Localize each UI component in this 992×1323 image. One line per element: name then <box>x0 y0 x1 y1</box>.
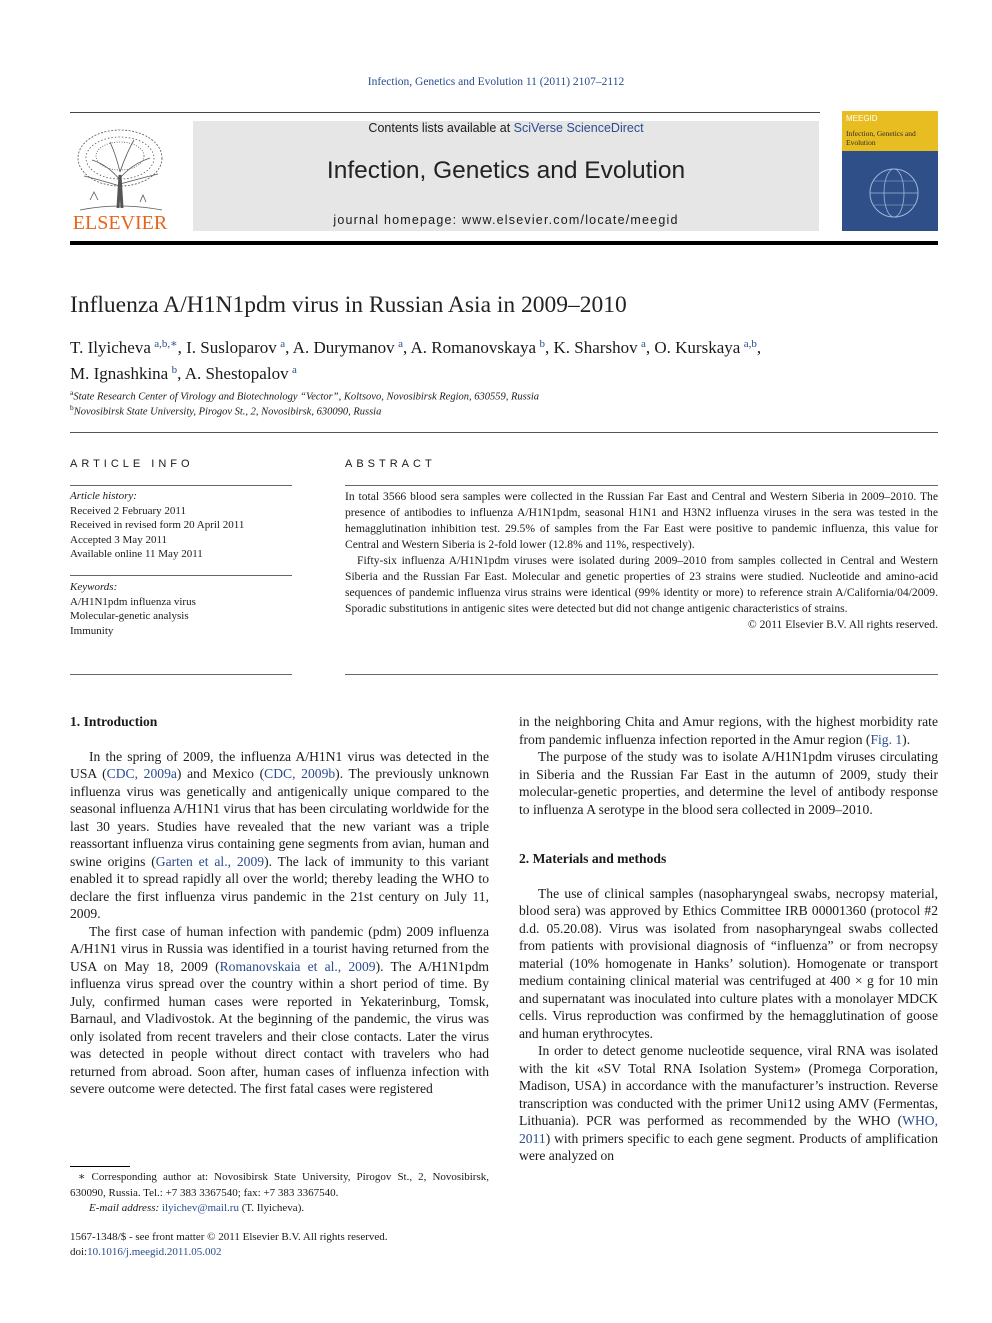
author: A. Romanovskaya $^b$, <box>410 338 554 357</box>
history-item: Received in revised form 20 April 2011 <box>70 519 245 531</box>
history-item: Accepted 3 May 2011 <box>70 533 168 546</box>
affiliation-link[interactable]: a <box>640 338 646 350</box>
affiliation-link[interactable]: b <box>539 338 546 350</box>
paragraph-text: ). The lack of immunity to this variant enabled it to spread rapidly all over the world; thereby leading the WHO to declare the first influenza virus pandemic in the 21st century on July 11, 2009. <box>70 853 489 921</box>
keyword: Immunity <box>70 624 114 637</box>
abstract-heading: ABSTRACT <box>345 458 436 470</box>
section-heading: 1. Introduction <box>70 714 158 729</box>
abstract-bottom-rule <box>345 674 938 675</box>
corresponding-note: ∗ Corresponding author at: Novosibirsk State University, Pirogov St., 2, Novosibirsk, 630090, Russia. Tel.: +7 383 3367540; fax: +7 383 3367540. <box>70 1171 489 1199</box>
cover-title: Infection, Genetics and Evolution <box>846 129 916 147</box>
author: I. Susloparov $^a$, <box>186 338 293 357</box>
affiliation-link[interactable]: a,b,∗ <box>154 338 178 350</box>
author: K. Sharshov $^a$, <box>553 338 655 357</box>
citation-link[interactable]: CDC, 2009b <box>264 766 336 781</box>
header-rule <box>70 112 820 113</box>
body-paragraph <box>70 748 489 923</box>
article-history <box>70 489 292 562</box>
cover-brand: MEEGID <box>846 114 878 123</box>
article-info-heading: ARTICLE INFO <box>70 458 194 470</box>
affiliation-a: $^a$State Research Center of Virology and Biotechnology “Vector”, Koltsovo, Novosibirsk Region, 630559, Russia <box>70 388 539 403</box>
abstract-paragraph: Fifty-six influenza A/H1N1pdm viruses were isolated during 2009–2010 from samples collected in Central and Western Siberia and the Russian Far East. Molecular and genetic properties of 23 strains were studied. Nucleotide and amino-acid sequences of pandemic influenza virus strains were identical (99% identity or more) to reference strain A/California/04/2009. Sporadic substitutions in antigenic sites were detected but did not change antigenic characteristics of strains. <box>345 554 938 615</box>
body-paragraph <box>519 713 938 748</box>
keywords-rule <box>70 575 292 576</box>
issn-block <box>70 1230 489 1260</box>
citation-link[interactable]: CDC, 2009a <box>106 766 177 781</box>
homepage-line <box>193 213 819 227</box>
elsevier-wordmark: ELSEVIER <box>72 212 168 234</box>
footnote-rule <box>70 1166 130 1167</box>
affiliation-link[interactable]: a <box>280 338 286 350</box>
email-link[interactable]: ilyichev@mail.ru <box>161 1202 239 1214</box>
journal-title: Infection, Genetics and Evolution <box>326 157 686 184</box>
sciencedirect-link[interactable]: SciVerse ScienceDirect <box>513 121 644 135</box>
contents-prefix: Contents lists available at <box>368 121 514 135</box>
history-item: Received 2 February 2011 <box>70 504 186 517</box>
affiliation-link[interactable]: a <box>398 338 403 350</box>
issn-line: 1567-1348/$ - see front matter © 2011 Elsevier B.V. All rights reserved. <box>70 1231 388 1243</box>
title-block-rule <box>70 432 938 433</box>
doi-line: doi:10.1016/j.meegid.2011.05.002 <box>70 1246 222 1258</box>
author: A. Shestopalov $^a$ <box>184 364 297 383</box>
homepage-prefix: journal homepage: <box>333 213 462 227</box>
author-list <box>70 333 938 385</box>
journal-cover-thumbnail[interactable] <box>842 111 938 231</box>
affiliation-link[interactable]: b <box>171 364 178 376</box>
affiliation-link[interactable]: a <box>291 364 297 376</box>
globe-icon <box>864 163 924 223</box>
abstract-paragraph: In total 3566 blood sera samples were collected in the Russian Far East and Central and Western Siberia in 2009–2010. The presence of antibodies to influenza A/H1N1pdm, seasonal H1N1 and H3N2 influenza viruses in the sera was tested in the hemagglutination inhibition test. 29.5% of samples from the Far East were positive to pandemic influenza, this value for Central and Western Siberia is 2-fold lower (12.8% and 11%, respectively). <box>345 490 938 551</box>
email-note: E-mail address: ilyichev@mail.ru (T. Ilyicheva). <box>89 1202 305 1214</box>
paragraph-text: In order to detect genome nucleotide sequence, viral RNA was isolated with the kit «SV Total RNA Isolation System» (Promega Corporation, Madison, USA) in accordance with the manufacturer’s instruction. Reverse transcription was conducted with the primer Uni12 using AMV (Fermentas, Lithuania). PCR was performed as recommended by the WHO ( <box>519 1043 938 1128</box>
history-item: Available online 11 May 2011 <box>70 548 203 560</box>
citation-link[interactable]: Romanovskaia et al., 2009 <box>219 958 376 974</box>
abstract-rule <box>345 485 938 486</box>
paragraph-text: ) and Mexico ( <box>176 766 265 781</box>
history-label: Article history: <box>70 490 137 502</box>
citation-link[interactable]: Garten et al., 2009 <box>155 853 265 869</box>
author: O. Kurskaya $^{a,b}$, <box>654 338 762 357</box>
paragraph-text: In the spring of 2009, the influenza A/H1N1 virus was detected in the USA ( <box>70 748 489 781</box>
affiliation-b: $^b$Novosibirsk State University, Pirogov St., 2, Novosibirsk, 630090, Russia <box>70 403 382 418</box>
section-heading: 2. Materials and methods <box>519 851 667 866</box>
paragraph-text: ). The A/H1N1pdm influenza virus spread over the country within a short period of time. By July, confirmed human cases were reported in Yekaterinburg, Tomsk, Barnaul, and Vladivostok. At the beginning of the pandemic, the virus was only isolated from recent travelers and their close contacts. Later the virus was detected in people without direct contact with travelers who had returned from abroad. Soon after, human cases of influenza infection with severe outcome were detected. The first fatal cases were registered <box>70 958 490 1096</box>
citation-link[interactable]: Fig. 1 <box>870 731 903 747</box>
author: T. Ilyicheva $^{a,b,∗}$, <box>70 338 187 357</box>
article-info-rule <box>70 485 292 486</box>
keyword: A/H1N1pdm influenza virus <box>70 595 196 608</box>
keyword: Molecular-genetic analysis <box>70 610 189 622</box>
paragraph-text: ). <box>902 731 911 747</box>
paragraph-text: in the neighboring Chita and Amur regions, with the highest morbidity rate from pandemic influenza infection reported in the Amur region ( <box>519 714 938 747</box>
abstract <box>345 489 938 633</box>
paragraph-text: The first case of human infection with pandemic (pdm) 2009 influenza A/H1N1 virus in Russia was identified in a tourist having returned from the USA on May 18, 2009 ( <box>70 923 489 974</box>
affiliation-link[interactable]: a,b <box>743 338 757 350</box>
keywords <box>70 580 292 638</box>
body-paragraph <box>519 1042 938 1165</box>
body-left-column <box>70 713 489 1098</box>
citation-link[interactable]: WHO, 2011 <box>519 1113 938 1146</box>
body-paragraph: The purpose of the study was to isolate A/H1N1pdm viruses circulating in Siberia and the Russian Far East in the autumn of 2009, study their molecular-genetic properties, and determine the level of antibody response to influenza A serotype in the blood sera collected in 2009–2010. <box>519 749 938 817</box>
paper-title: Influenza A/H1N1pdm virus in Russian Asia in 2009–2010 <box>70 292 627 318</box>
contents-line <box>193 121 819 135</box>
body-right-column <box>519 713 938 1165</box>
homepage-link[interactable]: www.elsevier.com/locate/meegid <box>461 213 679 227</box>
body-paragraph: The use of clinical samples (nasopharyngeal swabs, necropsy material, blood sera) was approved by Ethics Committee IRB 00001360 (protocol #2 d.d. 05.20.08). Virus was isolated from nasopharyngeal swabs collected from patients with provisional diagnosis of “influenza” or from necropsy material (10% homogenate in Hanks’ solution). Homogenate or transport medium containing clinical material was centrifuged at 400 × g for 10 min and supernatant was inoculated into culture plates with a monolayer MDCK cells. Virus reproduction was confirmed by the hemagglutination of goose and human erythrocytes. <box>519 885 938 1041</box>
copyright: © 2011 Elsevier B.V. All rights reserved. <box>747 618 938 631</box>
footnote <box>70 1170 489 1217</box>
body-paragraph <box>70 923 489 1098</box>
paragraph-text: ). The previously unknown influenza virus was genetically and antigenically unique compared to the seasonal influenza A/H1N1 virus that has been circulating worldwide for the last 30 years. Studies have revealed that the new variant was a triple reassortant influenza virus containing gene segments from avian, human and swine origins ( <box>70 766 490 869</box>
info-bottom-rule <box>70 674 292 675</box>
journal-citation[interactable]: Infection, Genetics and Evolution 11 (2011) 2107–2112 <box>367 76 625 88</box>
author: A. Durymanov $^a$, <box>292 338 411 357</box>
author: M. Ignashkina $^b$, <box>70 364 185 383</box>
keywords-label: Keywords: <box>70 581 118 593</box>
header-thick-rule <box>70 241 938 245</box>
paragraph-text: ) with primers specific to each gene segment. Products of amplification were analyzed on <box>519 1130 938 1163</box>
doi-link[interactable]: 10.1016/j.meegid.2011.05.002 <box>87 1246 222 1258</box>
